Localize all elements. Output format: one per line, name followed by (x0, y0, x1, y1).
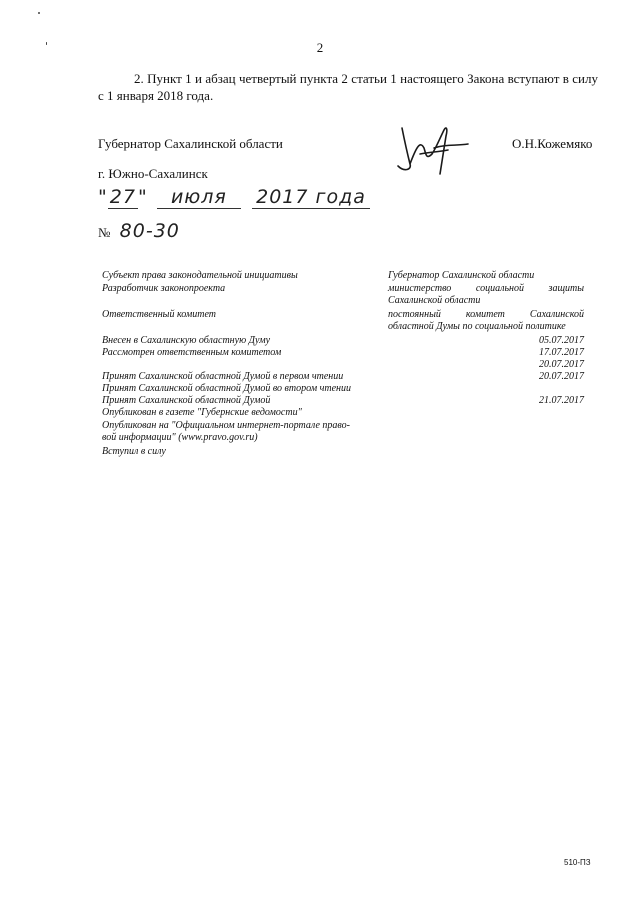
governor-title: Губернатор Сахалинской области (98, 136, 283, 151)
info-value: Сахалинской области (388, 295, 481, 306)
date-year: 2017 года (252, 186, 370, 209)
date-month: июля (157, 186, 241, 209)
info-date: 21.07.2017 (539, 395, 584, 406)
law-number (98, 220, 180, 242)
info-label: Субъект права законодательной инициативы (102, 270, 298, 281)
date-close-quote: " (137, 186, 148, 208)
info-label: Опубликован в газете "Губернские ведомости" (102, 407, 302, 418)
info-value: постоянный комитет Сахалинской (388, 309, 584, 320)
info-label: Принят Сахалинской областной Думой в первом чтении (102, 371, 344, 382)
info-value: министерство социальной защиты (388, 283, 584, 294)
info-label: Принят Сахалинской областной Думой во втором чтении (102, 383, 352, 394)
info-label: Принят Сахалинской областной Думой (102, 395, 271, 406)
number-symbol: № (98, 225, 111, 240)
info-value: Губернатор Сахалинской области (388, 270, 535, 281)
page-number: 2 (316, 40, 324, 55)
info-label: Вступил в силу (102, 446, 166, 457)
info-label: Рассмотрен ответственным комитетом (102, 347, 282, 358)
info-label: Внесен в Сахалинскую областную Думу (102, 335, 271, 346)
date-day: 27 (109, 186, 136, 208)
handwritten-signature (390, 118, 490, 178)
info-date: 05.07.2017 (539, 335, 584, 346)
info-label: вой информации" (www.pravo.gov.ru) (102, 432, 258, 443)
date-open-quote: " (98, 186, 108, 208)
signing-date (98, 186, 370, 208)
scan-speck (38, 12, 40, 14)
number-value: 80-30 (119, 220, 180, 242)
info-date: 20.07.2017 (539, 371, 584, 382)
footer-code: 510-ПЗ (564, 858, 591, 867)
info-value: областной Думы по социальной политике (388, 321, 566, 332)
info-date: 20.07.2017 (539, 359, 584, 370)
info-date: 17.07.2017 (539, 347, 584, 358)
info-label: Разработчик законопроекта (102, 283, 226, 294)
info-label: Ответственный комитет (102, 309, 216, 320)
info-label: Опубликован на "Официальном интернет-портале право- (102, 420, 350, 431)
governor-name: О.Н.Кожемяко (512, 136, 593, 151)
law-paragraph: 2. Пункт 1 и абзац четвертый пункта 2 статьи 1 настоящего Закона вступают в силу с 1 января 2018 года. (98, 71, 598, 103)
city-line: г. Южно-Сахалинск (98, 166, 208, 181)
